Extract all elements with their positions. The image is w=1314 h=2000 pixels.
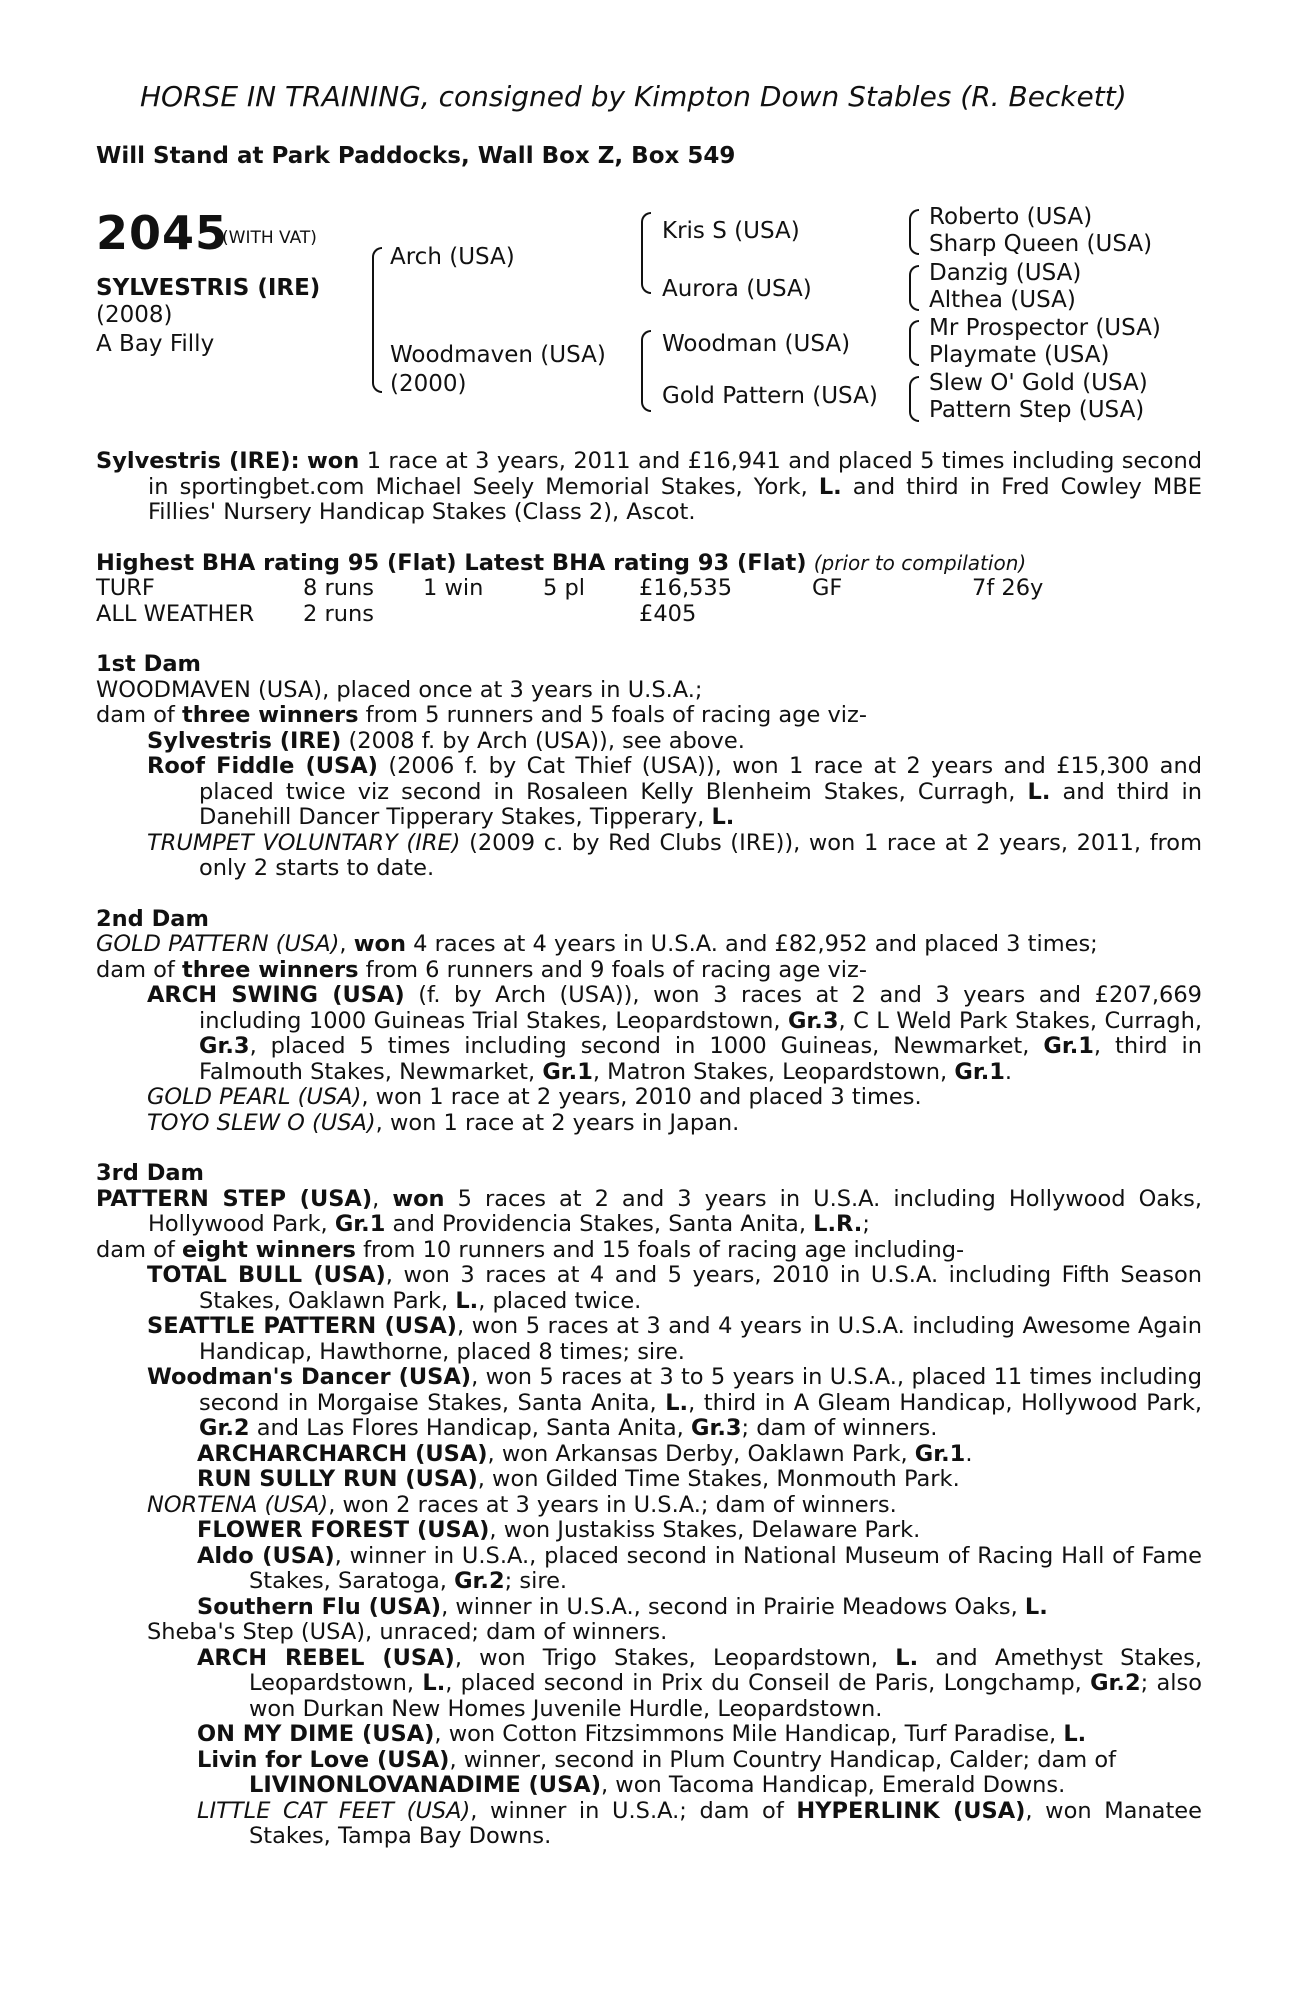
first-dam-dam-of: dam of: [96, 702, 182, 728]
turf-distance: 7f 26y: [972, 575, 1044, 601]
runners-text: from 6 runners and 9 foals of racing age viz-: [358, 956, 867, 983]
aw-label: ALL WEATHER: [96, 600, 255, 627]
third-dam-produce-on-my-dime: [96, 1722, 1202, 1748]
produce-text: , won Manatee Stakes, Tampa Bay Downs.: [249, 1797, 1202, 1849]
third-dam-line-2: [96, 1238, 1202, 1264]
produce-name: RUN SULLY RUN (USA): [197, 1466, 478, 1492]
first-dam-heading: 1st Dam: [96, 651, 201, 677]
second-dam-produce-2: [96, 1085, 1202, 1111]
produce-name: TOYO SLEW O (USA): [147, 1109, 376, 1136]
summary-text-1: 1 race at 3 years, 2011 and £16,941 and placed 5 times including second in sportingbet.com Michael Seely Memorial Stakes, York,: [148, 448, 1203, 500]
second-dam-text: 4 races at 4 years in U.S.A. and £82,952 and placed 3 times;: [405, 931, 1098, 957]
produce-name: ARCH SWING (USA): [147, 982, 405, 1008]
produce-text: (f. by Arch (USA)), won 3 races at 2 and 3 years and £207,669 including 1000 Guineas Trial Stakes, Leopardstown,: [199, 982, 1202, 1034]
listed-marker: L.: [422, 1670, 446, 1696]
turf-prize: £16,535: [639, 575, 733, 601]
produce-text: , won Gilded Time Stakes, Monmouth Park.: [477, 1466, 960, 1492]
group-marker: Gr.2: [199, 1415, 250, 1441]
pedigree-brace-g3-1: [909, 209, 919, 255]
first-dam-produce-3: [96, 831, 1202, 882]
produce-text: , won 2 races at 3 years in U.S.A.; dam of winners.: [328, 1491, 897, 1518]
third-dam-produce-arch-rebel: [96, 1646, 1202, 1723]
produce-name: Sylvestris (IRE): [147, 727, 342, 754]
dam-of: dam of: [96, 1236, 182, 1263]
listed-marker: L.: [818, 473, 842, 500]
produce-name: FLOWER FOREST (USA): [197, 1517, 490, 1543]
second-dam-name: GOLD PATTERN (USA): [96, 931, 340, 957]
winners-count: eight winners: [181, 1236, 356, 1263]
pedigree-brace-dam: [641, 330, 651, 412]
third-dam-won: won: [392, 1185, 445, 1212]
produce-text: , placed 5 times including second in 1000 Guineas, Newmarket,: [249, 1033, 1044, 1059]
third-dam-produce-woodmans-dancer: [96, 1365, 1202, 1442]
pedigree-brace-main: [372, 247, 382, 393]
pedigree-g3-5: Mr Prospector (USA): [929, 315, 1161, 341]
third-dam-produce-seattle-pattern: [96, 1314, 1202, 1365]
produce-name: ARCH REBEL (USA): [197, 1644, 455, 1671]
group-marker: Gr.2: [1090, 1670, 1141, 1696]
group-marker: Gr.1: [954, 1058, 1005, 1085]
pedigree-g3-2: Sharp Queen (USA): [929, 231, 1153, 257]
third-dam-comma: ,: [372, 1185, 393, 1212]
second-dam-produce-1: [96, 983, 1202, 1085]
produce-name: ON MY DIME (USA): [197, 1721, 435, 1747]
produce-name: TRUMPET VOLUNTARY (IRE): [147, 829, 461, 856]
third-dam-produce-little-cat-feet: [96, 1799, 1202, 1850]
pedigree-sire: Arch (USA): [390, 244, 515, 270]
produce-text: , C L Weld Park Stakes, Curragh,: [838, 1007, 1202, 1034]
third-dam-produce-aldo: [96, 1544, 1202, 1595]
listed-marker: L.: [1027, 778, 1051, 805]
group-marker: Gr.1: [334, 1211, 386, 1237]
group-marker: Gr.1: [914, 1440, 966, 1467]
group-marker: Gr.2: [454, 1568, 505, 1594]
dam-of: dam of: [96, 956, 182, 983]
produce-text: , winner in U.S.A., second in Prairie Meadows Oaks,: [441, 1593, 1025, 1620]
third-dam-name: PATTERN STEP (USA): [96, 1185, 373, 1212]
turf-label: TURF: [96, 575, 155, 601]
third-dam-heading: 3rd Dam: [96, 1160, 204, 1186]
produce-name: ARCHARCHARCH (USA): [197, 1440, 488, 1467]
first-dam-line-2: [96, 703, 1202, 729]
turf-going: GF: [812, 575, 843, 601]
first-dam-line-1: WOODMAVEN (USA), placed once at 3 years in U.S.A.;: [96, 676, 703, 703]
group-marker: Gr.3: [690, 1415, 742, 1441]
third-dam-produce-nortena: [96, 1493, 1202, 1519]
produce-name: Livin for Love (USA): [197, 1746, 450, 1773]
aw-prize: £405: [639, 600, 697, 627]
third-dam-text: ;: [862, 1211, 870, 1237]
produce-text: , winner, second in Plum Country Handicap, Calder; dam of: [449, 1746, 1117, 1773]
listed-marker: L.: [711, 804, 735, 830]
listed-marker: L.: [895, 1644, 919, 1671]
third-dam-produce-archarcharch: [96, 1442, 1202, 1468]
ratings-heading: Highest BHA rating 95 (Flat) Latest BHA rating 93 (Flat): [96, 549, 807, 576]
produce-name: LIVINONLOVANADIME (USA): [249, 1772, 601, 1798]
produce-text: , third in A Gleam Handicap, Hollywood Park,: [688, 1389, 1203, 1416]
produce-text: , won Cotton Fitzsimmons Mile Handicap, Turf Paradise,: [434, 1721, 1064, 1747]
produce-text: .: [1004, 1058, 1013, 1085]
produce-text: , won Justakiss Stakes, Delaware Park.: [489, 1517, 921, 1543]
summary-horse-name: Sylvestris (IRE): [96, 448, 291, 474]
pedigree-g3-6: Playmate (USA): [929, 342, 1110, 368]
pedigree-brace-g3-3: [909, 320, 919, 366]
third-dam-produce-flower-forest: [96, 1518, 1202, 1544]
produce-name: Woodman's Dancer (USA): [147, 1364, 472, 1390]
horse-name: SYLVESTRIS (IRE): [96, 275, 321, 301]
group-marker: Gr.3: [787, 1007, 839, 1034]
pedigree-g3-1: Roberto (USA): [929, 204, 1093, 230]
group-marker: Gr.1: [542, 1058, 593, 1085]
aw-runs: 2 runs: [303, 600, 374, 627]
produce-text: , won 1 race at 2 years, 2010 and placed 3 times.: [361, 1084, 922, 1110]
turf-places: 5 pl: [543, 575, 586, 601]
produce-text: and Amethyst Stakes, Leopardstown,: [249, 1644, 1203, 1696]
pedigree-brace-g3-2: [909, 265, 919, 311]
produce-text: , won 3 races at 4 and 5 years, 2010 in U.S.A. including Fifth Season Stakes, Oaklawn Park,: [199, 1262, 1202, 1314]
produce-text: , won Arkansas Derby, Oaklawn Park,: [487, 1440, 915, 1467]
pedigree-dam: Woodmaven (USA): [390, 342, 606, 368]
produce-text: , winner in U.S.A.; dam of: [470, 1797, 797, 1824]
pedigree-sire-dam: Aurora (USA): [662, 276, 812, 302]
produce-name: LITTLE CAT FEET (USA): [197, 1797, 471, 1824]
produce-text: ; dam of winners.: [741, 1415, 938, 1441]
produce-text: (2006 f. by Cat Thief (USA)), won 1 race at 2 years and £15,300 and placed twice viz second in Rosaleen Kelly Blenheim Stakes, Curragh,: [199, 753, 1202, 805]
produce-name: GOLD PEARL (USA): [147, 1084, 362, 1110]
third-dam-text: and Providencia Stakes, Santa Anita,: [385, 1211, 814, 1237]
second-dam-line-1: GOLD PATTERN (USA), won 4 races at 4 years in U.S.A. and £82,952 and placed 3 times;: [96, 931, 1098, 957]
listed-race-marker: L.R.: [813, 1211, 863, 1237]
pedigree-brace-g3-4: [909, 376, 919, 422]
produce-text: ; also won Durkan New Homes Juvenile Hurdle, Leopardstown.: [249, 1670, 1203, 1722]
third-dam-line-1: [96, 1187, 1202, 1238]
catalogue-body: [96, 449, 1202, 1850]
summary-paragraph: [96, 449, 1202, 526]
turf-runs: 8 runs: [303, 575, 374, 601]
produce-name: TOTAL BULL (USA): [147, 1262, 386, 1288]
summary-colon: :: [290, 448, 300, 474]
produce-text: , won 1 race at 2 years in Japan.: [375, 1109, 740, 1136]
listed-marker: L.: [455, 1287, 479, 1314]
pedigree-sire-sire: Kris S (USA): [662, 218, 800, 244]
second-dam-line-2: [96, 958, 1202, 984]
horse-description: A Bay Filly: [96, 331, 215, 357]
listed-marker: L.: [665, 1389, 689, 1416]
second-dam-heading: 2nd Dam: [96, 905, 209, 932]
pedigree-dam-dam: Gold Pattern (USA): [662, 383, 878, 409]
produce-name: HYPERLINK (USA): [796, 1797, 1026, 1824]
produce-name: SEATTLE PATTERN (USA): [147, 1313, 457, 1339]
third-dam-text: 5 races at 2 and 3 years in U.S.A. including Hollywood Oaks, Hollywood Park,: [148, 1185, 1202, 1237]
produce-text: , won 5 races at 3 and 4 years in U.S.A. including Awesome Again Handicap, Hawthorne, placed 8 times; sire.: [199, 1313, 1202, 1365]
first-dam-produce-2: [96, 754, 1202, 831]
pedigree-brace-sire: [641, 212, 651, 294]
first-dam-runners: from 5 runners and 5 foals of racing age viz-: [358, 702, 867, 728]
produce-text: .: [965, 1440, 973, 1467]
group-marker: Gr.1: [1043, 1033, 1094, 1059]
third-dam-produce-total-bull: [96, 1263, 1202, 1314]
summary-text-2: and third in Fred Cowley MBE Fillies' Nursery Handicap Stakes (Class 2), Ascot.: [148, 473, 1202, 525]
pedigree-g3-3: Danzig (USA): [929, 260, 1082, 286]
third-dam-produce-southern-flu: [96, 1595, 1202, 1621]
ratings-note: (prior to compilation): [813, 550, 1027, 575]
second-dam-won: won: [353, 931, 406, 957]
third-dam-produce-shebas-step: Sheba's Step (USA), unraced; dam of winners.: [147, 1619, 668, 1645]
produce-text: , third in Falmouth Stakes, Newmarket,: [199, 1033, 1202, 1085]
ratings-table: [96, 576, 1202, 627]
produce-name: NORTENA (USA): [147, 1491, 329, 1518]
produce-name: Roof Fiddle (USA): [147, 753, 378, 779]
produce-text: , Matron Stakes, Leopardstown,: [592, 1058, 955, 1085]
pedigree-g3-4: Althea (USA): [929, 287, 1076, 313]
runners-text: from 10 runners and 15 foals of racing age including-: [355, 1236, 965, 1263]
produce-name: Southern Flu (USA): [197, 1593, 442, 1620]
winners-count: three winners: [181, 956, 359, 983]
produce-text: (2008 f. by Arch (USA)), see above.: [341, 727, 745, 754]
third-dam-produce-livin-for-love: [96, 1748, 1202, 1799]
produce-text: ; sire.: [504, 1568, 568, 1594]
produce-text: , placed twice.: [478, 1287, 642, 1314]
second-dam-produce-3: [96, 1111, 1202, 1137]
produce-text: , won Tacoma Handicap, Emerald Downs.: [600, 1772, 1066, 1798]
first-dam-winners: three winners: [181, 702, 359, 728]
produce-text: , won Trigo Stakes, Leopardstown,: [454, 1644, 896, 1671]
lot-number: 2045: [96, 206, 229, 260]
pedigree-dam-sire: Woodman (USA): [662, 331, 851, 357]
summary-won: won: [307, 448, 360, 474]
produce-text: , won 5 races at 3 to 5 years in U.S.A., placed 11 times including second in Morgaise Stakes, Santa Anita,: [199, 1364, 1202, 1416]
horse-year: (2008): [96, 302, 173, 328]
third-dam-produce-run-sully-run: [96, 1467, 1202, 1493]
pedigree-dam-year: (2000): [390, 371, 467, 397]
produce-text: , placed second in Prix du Conseil de Paris, Longchamp,: [445, 1670, 1091, 1696]
produce-text: , winner in U.S.A., placed second in National Museum of Racing Hall of Fame Stakes, Saratoga,: [249, 1542, 1203, 1594]
produce-text: (2009 c. by Red Clubs (IRE)), won 1 race at 2 years, 2011, from only 2 starts to date.: [199, 829, 1202, 881]
pedigree-g3-7: Slew O' Gold (USA): [929, 370, 1148, 396]
group-marker: Gr.3: [199, 1033, 250, 1059]
ratings-block: [96, 551, 1202, 628]
listed-marker: L.: [1024, 1593, 1048, 1620]
stand-location: Will Stand at Park Paddocks, Wall Box Z, Box 549: [96, 143, 736, 169]
produce-text: and third in Danehill Dancer Tipperary Stakes, Tipperary,: [199, 778, 1202, 830]
produce-text: and Las Flores Handicap, Santa Anita,: [249, 1415, 691, 1441]
turf-wins: 1 win: [423, 575, 484, 601]
produce-name: Aldo (USA): [197, 1542, 335, 1569]
listed-marker: L.: [1063, 1721, 1087, 1747]
page-header-title: HORSE IN TRAINING, consigned by Kimpton Down Stables (R. Beckett): [140, 80, 1127, 113]
vat-note: (WITH VAT): [222, 228, 317, 248]
pedigree-g3-8: Pattern Step (USA): [929, 397, 1145, 423]
first-dam-produce-1: [96, 729, 1202, 755]
